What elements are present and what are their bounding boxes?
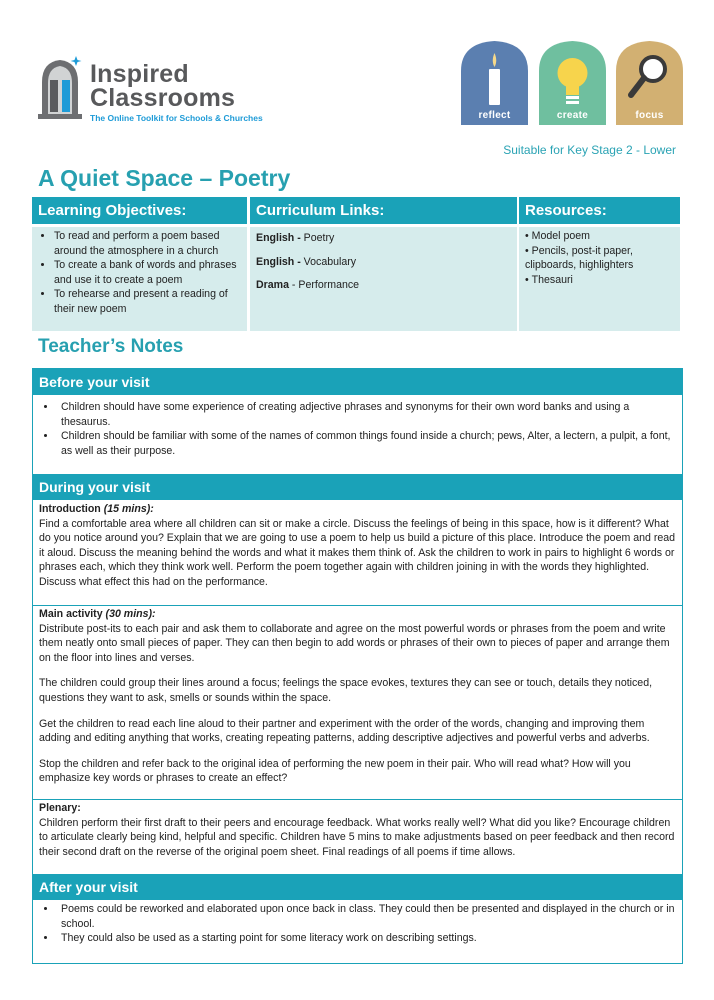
after-visit-heading: After your visit xyxy=(33,874,682,900)
before-visit-heading: Before your visit xyxy=(33,369,682,395)
introduction-section xyxy=(33,502,682,590)
before-visit-item: • Children should have some experience of creating adjective phrases and synonyms for their own word banks and using a thesaurus. xyxy=(57,400,676,429)
badge-reflect-label: reflect xyxy=(478,110,511,121)
resources-heading: Resources: xyxy=(519,197,680,224)
badge-create-label: create xyxy=(556,110,589,121)
objective-item: • To read and perform a poem based around the atmosphere in a church xyxy=(54,229,241,258)
resource-item: • Pencils, post-it paper, clipboards, highlighters xyxy=(525,244,674,273)
section-divider xyxy=(33,799,682,800)
introduction-text: Find a comfortable area where all children can sit or make a circle. Discuss the feelings of being in this space, how is it different? What do you notice around you? Explain that we are going to use a poem to help us build a picture of this place. Introduce the poem and read it aloud. Discuss the meaning behind the words and what it makes them think of. Ask the children to work in pairs to highlight 6 words or phrases each, which they think work well. Perform the poem together again with children joining in with the words they highlighted. Discuss what effect this had on the performance. xyxy=(39,517,676,588)
after-visit-item: • They could also be used as a starting point for some literacy work on describing settings. xyxy=(57,931,676,946)
activity-badges xyxy=(461,41,686,125)
curriculum-item: English - Vocabulary xyxy=(256,255,357,268)
main-activity-paragraph: Distribute post-its to each pair and ask them to collaborate and agree on the most powerful words or phrases from the poem and write them neatly onto small pieces of paper. They can then begin to add words or phrases of their own to pieces of paper and arrange them on the floor into lines and verses. xyxy=(39,622,670,664)
objective-item: • To rehearse and present a reading of their new poem xyxy=(54,287,241,316)
resources xyxy=(519,197,680,331)
main-activity-paragraph: Stop the children and refer back to the original idea of performing the new poem in their pair. Who will read what? How will you emphasize key words or phrases to create an effect? xyxy=(39,757,631,785)
plenary-text: Children perform their first draft to their peers and encourage feedback. What works really well? What did you like? Encourage children to articulate clearly being kind, helpful and specific. Children have 5 mins to make adjustments based on peer feedback and then record their second draft on the reverse of the original poem sheet. Final readings of all poems if time allows. xyxy=(39,816,675,858)
summary-columns xyxy=(32,197,680,331)
curriculum-links-body xyxy=(250,227,517,331)
resource-item: • Thesauri xyxy=(525,273,674,288)
before-visit-body xyxy=(33,400,682,458)
during-visit-heading: During your visit xyxy=(33,474,682,500)
learning-objectives-body xyxy=(32,227,247,331)
brand-logo xyxy=(36,50,286,130)
learning-objectives-heading: Learning Objectives: xyxy=(32,197,247,224)
page-title: A Quiet Space – Poetry xyxy=(38,165,291,191)
badge-create xyxy=(539,41,606,125)
after-visit-body xyxy=(33,902,682,946)
section-divider xyxy=(33,605,682,606)
resource-item: • Model poem xyxy=(525,229,674,244)
teachers-notes-title: Teacher’s Notes xyxy=(38,336,184,357)
curriculum-links-heading: Curriculum Links: xyxy=(250,197,517,224)
curriculum-item: Drama - Performance xyxy=(256,279,360,292)
after-visit-item: • Poems could be reworked and elaborated upon once back in class. They could then be presented and displayed in the church or in school. xyxy=(57,902,676,931)
plenary-section xyxy=(33,801,682,859)
church-window-icon xyxy=(36,56,84,120)
badge-reflect xyxy=(461,41,528,125)
curriculum-item: English - Poetry xyxy=(256,232,335,244)
main-activity-section xyxy=(33,607,682,786)
badge-focus-label: focus xyxy=(635,110,664,121)
key-stage-label: Suitable for Key Stage 2 - Lower xyxy=(503,143,676,157)
objective-item: • To create a bank of words and phrases and use it to create a poem xyxy=(54,258,241,287)
badge-focus xyxy=(616,41,683,125)
learning-objectives xyxy=(32,197,247,331)
main-activity-heading: Main activity (30 mins): xyxy=(39,608,156,620)
resources-body xyxy=(519,227,680,331)
introduction-heading: Introduction (15 mins): xyxy=(39,503,154,515)
brand-name-line2: Classrooms xyxy=(90,84,236,112)
main-activity-paragraph: Get the children to read each line aloud to their partner and experiment with the order of the words, changing and improving them adding and editing anything that works, creating repeating patterns, adding descriptive adjectives and powerful verbs and adverbs. xyxy=(39,717,650,745)
before-visit-item: • Children should be familiar with some of the names of common things found inside a church; pews, Alter, a lectern, a pulpit, a font, as well as their purpose. xyxy=(57,429,676,458)
brand-name-line1: Inspired xyxy=(90,60,189,88)
brand-tagline: The Online Toolkit for Schools & Churches xyxy=(90,113,263,123)
main-activity-paragraph: The children could group their lines around a focus; feelings the space evokes, textures they can see or touch, details they noticed, questions they want to ask, smells or sounds within the space. xyxy=(39,677,653,704)
curriculum-links xyxy=(250,197,517,331)
plenary-heading: Plenary: xyxy=(39,802,81,814)
teachers-notes-box xyxy=(32,368,683,964)
